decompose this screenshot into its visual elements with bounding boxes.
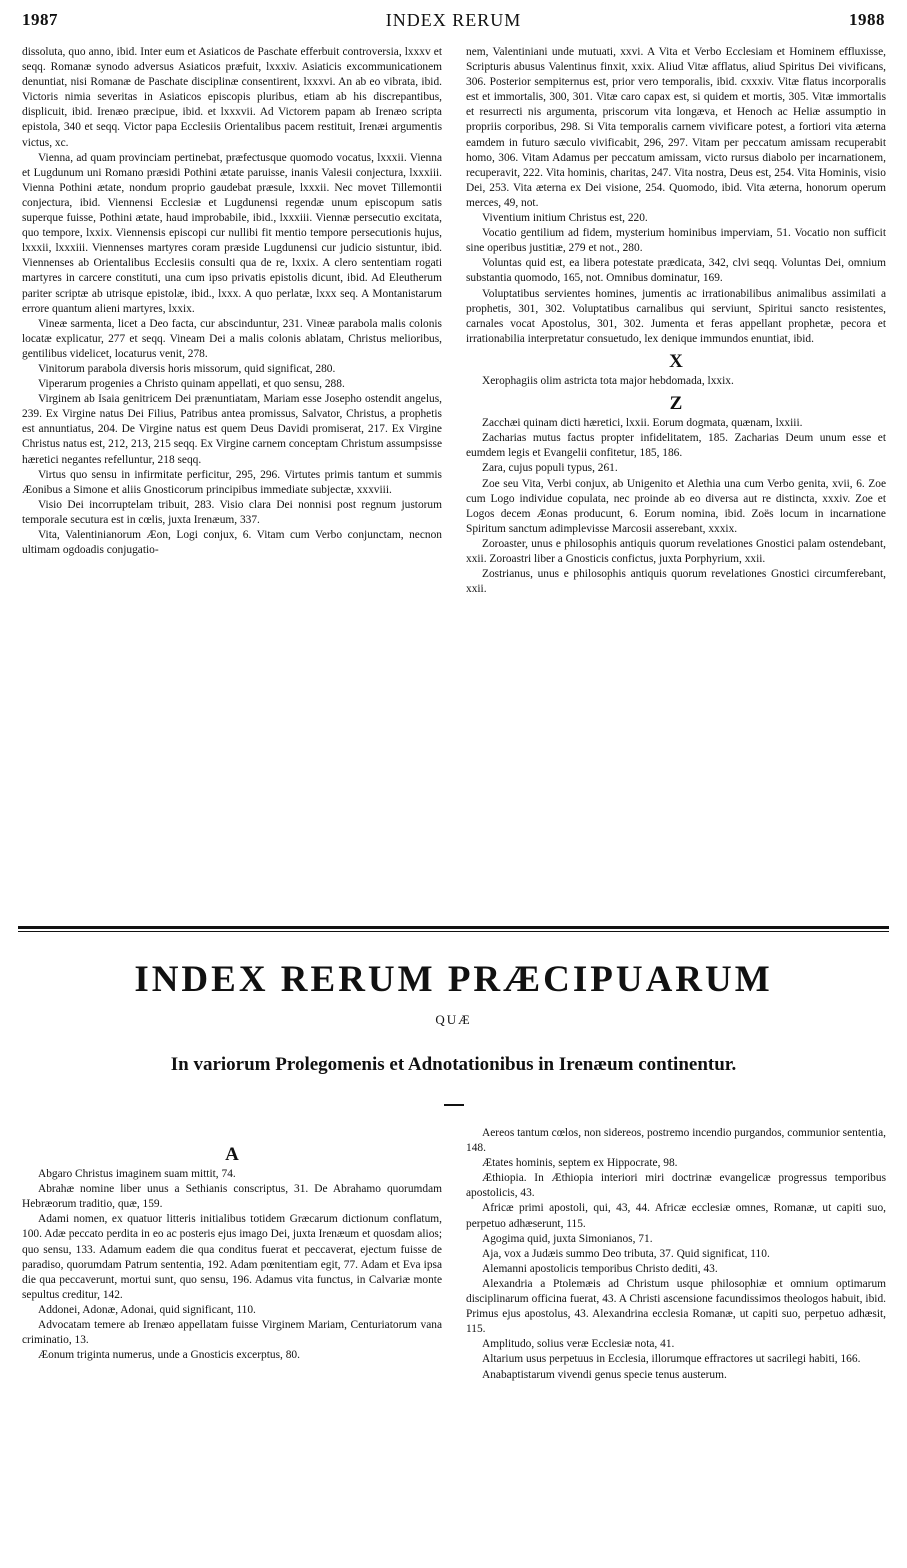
index-entry: Aja, vox a Judæis summo Deo tributa, 37. Quid significat, 110.	[482, 1247, 770, 1260]
index-entry: Abrahæ nomine liber unus a Sethianis conscriptus, 31. De Abrahamo quorumdam Hebræorum traditio, quæ, 159.	[22, 1183, 442, 1211]
ornament-dash	[444, 1104, 464, 1106]
index-entry: Alemanni apostolicis temporibus Christo dediti, 43.	[482, 1262, 718, 1275]
index-entry: dissoluta, quo anno, ibid. Inter eum et Asiaticos de Paschate efferbuit controversia, lxxxv et seqq. Romanæ synodo adversus Asiaticos præfuit, lxxxiv. Asiaticis excommunicationem denuntiat, nisi Romanæ de Paschate disciplinæ consentirent, lxxxvi. An ab eo vibrata, ibid. Victoris nimia severitas in Asiaticos episcopis pluribus, etiam ab his discrepantibus, displicuit, ibid. Irenæo præcipue, ibid. et lxxxvii. Ad Victorem papam ab Irenæo scripta epistola, 340 et seqq. Victor papa Ecclesiis Orientalibus pacem restituit, Irenæi argumentis victus, xc.	[22, 46, 442, 149]
index-entry: nem, Valentiniani unde mutuati, xxvi. A Vita et Verbo Ecclesiam et Hominem effluxisse, Scripturis abusus Valentinus finxit, xxix. Aliud Vitæ afflatus, aliud Spiritus Dei vivificans, 306. Posterior sempiternus est, prior vero temporalis, ibid. cxxxiv. Vitæ flatus incorporalis est et immortalis, 300, 301. Vitæ caro capax est, si quidem et mortis, 305. Vitæ immortalis et resurrecti nis argumenta, priscorum vita longæva, et Henoch ac Heliæ assumptio in propriis corporibus, 298. Si Vita temporalis carnem vivificare potest, a fortiori vita æterna eamdem in futuro sæculo vivificabit, 296, 297. Vitam per peccatum amissam recuperabit homo, 306. Vitam Adamus per peccatum amissam, victo rursus diabolo per incarnationem, recuperavit, 222. Vita hominis, charitas, 247. Vita nostra, Deus est, 254. Vita Hominis, visio Dei, 253. Vita æterna ex Dei visione, 254. Quomodo, ibid. Vita æterna, honorum operum merces, 49, not.	[466, 46, 886, 209]
section-letter-x: X	[669, 350, 683, 372]
index-entry: Virginem ab Isaia genitricem Dei prænuntiatam, Mariam esse Josepho ostendit angelus, 239. Ex Virgine natus Dei Filius, Patribus antea promissus, Salvator, Christus, a prophetis est annuntiatus, 204. De Virgine natus est quem Deus Davidi promiserat, 217. Ex Virgine Christus natus est, 212, 213, 215 seqq. Ex Virgine carnem conceptam Christum assumpsisse hæretici negantes refelluntur, 218 seqq.	[22, 393, 442, 466]
index-entry: Zacharias mutus factus propter infidelitatem, 185. Zacharias Deum unum esse et eumdem legis et Evangelii confitetur, 185, 186.	[466, 432, 886, 460]
index-entry: Vita, Valentinianorum Æon, Logi conjux, 6. Vitam cum Verbo conjunctam, necnon ultimam ogdoadis conjugatio-	[22, 529, 442, 557]
index-entry: Viperarum progenies a Christo quinam appellati, et quo sensu, 288.	[38, 378, 345, 391]
index-entry: Zostrianus, unus e philosophis antiquis quorum revelationes Gnostici circumferebant, xxii.	[466, 568, 886, 596]
section-letter-a: A	[225, 1144, 239, 1165]
index-entry: Adami nomen, ex quatuor litteris initialibus totidem Græcarum dictionum conflatum, 100. Adæ peccato perdita in eo ac posteris ejus imago Dei, juxta Irenæum et quosdam alios; quo sensu, 133. Adamum eadem die qua conditus fuerat et peccaverat, ejectum fuisse de paradiso, quorumdam Patrum sententia, 192. Adam pœnitentiam egit, 77. Adam et Eva ipsa die qua peccaverunt, mortui sunt, quo sensu, 196. Adamus vita functus, in Calvariæ monte sepultus creditur, 142.	[22, 1213, 442, 1301]
index-entry: Vineæ sarmenta, licet a Deo facta, cur abscinduntur, 231. Vineæ parabola malis colonis locatæ explicatur, 277 et seqq. Vineam Dei a malis colonis ablatam, Christus melioribus, gentilibus videlicet, locaturus venit, 278.	[22, 317, 442, 360]
index-entry: Viventium initium Christus est, 220.	[482, 212, 648, 225]
top-right-column	[466, 45, 886, 597]
index-entry: Xerophagiis olim astricta tota major hebdomada, lxxix.	[482, 374, 734, 387]
index-entry: Zacchæi quinam dicti hæretici, lxxii. Eorum dogmata, quænam, lxxiii.	[482, 417, 803, 430]
running-title: INDEX RERUM	[385, 10, 522, 30]
index-entry: Æonum triginta numerus, unde a Gnosticis excerptus, 80.	[38, 1349, 300, 1362]
index-entry: Amplitudo, solius veræ Ecclesiæ nota, 41.	[482, 1338, 675, 1351]
index-entry: Ætates hominis, septem ex Hippocrate, 98.	[482, 1157, 678, 1170]
index-entry: Zoe seu Vita, Verbi conjux, ab Unigenito et Alethia una cum Verbo genita, xvii, 6. Zoe cum Logo individue copulata, nec proinde ab eo diversa aut re distincta, xxxiv. Zoe et Logos decem Æonas producunt, 6. Eorum nomina, ibid. Zoës locum in incarnatione Spiritum sanctum adimplevisse Marcosii asserebant, xxxix.	[466, 477, 886, 535]
index-entry: Visio Dei incorruptelam tribuit, 283. Visio clara Dei nonnisi post regnum justorum temporale secutura est in cœlis, juxta Irenæum, 337.	[22, 498, 442, 526]
index-entry: Vienna, ad quam provinciam pertinebat, præfectusque quomodo vocatus, lxxxii. Vienna et Lugdunum uni Romano præsidi Pothini ætate paruisse, inanis Valesii conjectura, lxxxiii. Vienna Pothini ætate, nondum proprio gaudebat præsule, lxxxii. Nec movet Tillemontii conjectura, ibid. Viennensi Ecclesiæ et Lugdunensi regendæ unum episcopum satis superque fuisse, Pothini ætate, haud improbabile, ibid., lxxxiii. Viennæ persecutio excitata, quo tempore, lxxix. Viennensis episcopi cur nullibi fit mentio tempore persecutionis hujus, lxxxii, lxxxiii. Viennenses martyres coram præside Lugdunensi cur judicio sistuntur, ibid. Viennenses ab Orientalibus Ecclesiis consulti qua de re, lxxix. A clero sententiam rogati martyres in carcere constituti, una cum ipso privatis epistolis dicunt, ibid. Ad Eleutherum pariter scriptæ ab utrisque epistolæ, ibid., lxxx. A quo perlatæ, lxxx seq. A Montanistarum errore quantum alieni martyres, lxxix.	[22, 151, 442, 315]
section-que: QUÆ	[435, 1012, 472, 1027]
index-entry: Advocatam temere ab Irenæo appellatam fuisse Virginem Mariam, Centuriatorum vana criminatio, 13.	[22, 1319, 442, 1347]
section-letter-z: Z	[669, 393, 683, 415]
bottom-right-column	[466, 1126, 886, 1383]
index-entry: Abgarο Christus imaginem suam mittit, 74.	[38, 1168, 236, 1181]
divider-thin	[18, 931, 889, 932]
index-entry: Addonei, Adonæ, Adonai, quid significant, 110.	[38, 1303, 256, 1316]
index-entry: Æthiopia. In Æthiopia interiori miri doctrinæ evangelicæ progressus temporibus apostolicis, 43.	[466, 1172, 886, 1200]
index-entry: Virtus quo sensu in infirmitate perficitur, 295, 296. Virtutes primis tantum et summis Æonibus a Simone et aliis Gnosticorum principibus immediate subjectæ, xxxviii.	[22, 468, 442, 496]
index-entry: Voluptatibus servientes homines, jumentis ac irrationabilibus animalibus assimilati a prophetis, 301, 302. Voluptatibus carnalibus qui serviunt, Spiritui sancto resistentes, carnales vocat Apostolus, 301, 302. Jumenta et feras appellant prophetæ, pecora et irrationabilia interpretatur consuetudo, lex denique immundos enuntiat, ibid.	[466, 287, 886, 345]
bottom-left-column	[22, 1140, 442, 1363]
index-entry: Zara, cujus populi typus, 261.	[482, 462, 618, 475]
index-entry: Zoroaster, unus e philosophis antiquis quorum revelationes Gnostici palam ostendebant, xxii. Zoroastri liber a Gnosticis confictus, juxta Porphyrium, xxii.	[466, 537, 886, 565]
right-page-number: 1988	[849, 10, 885, 29]
index-entry: Anabaptistarum vivendi genus specie tenus austerum.	[482, 1368, 727, 1381]
index-entry: Agogima quid, juxta Simonianos, 71.	[482, 1232, 653, 1245]
index-entry: Aereos tantum cœlos, non sidereos, postremo incendio purgandos, communior sententia, 148.	[466, 1127, 886, 1155]
divider-thick	[18, 926, 889, 929]
left-page-number: 1987	[22, 10, 58, 29]
top-left-column	[22, 45, 442, 558]
index-entry: Africæ primi apostoli, qui, 43, 44. Africæ ecclesiæ omnes, Romanæ, ut capiti suo, perpetuo adhæserunt, 115.	[466, 1202, 886, 1230]
index-entry: Vocatio gentilium ad fidem, mysterium hominibus imperviam, 51. Vocatio non sufficit sine operibus justitiæ, 279 et not., 280.	[466, 227, 886, 255]
index-entry: Voluntas quid est, ea libera potestate prædicata, 342, clvi seqq. Voluntas Dei, omnium substantia quomodo, 165, not. Omnibus dominatur, 169.	[466, 257, 886, 285]
section-subtitle: In variorum Prolegomenis et Adnotationibus in Irenæum continentur.	[170, 1054, 737, 1075]
running-header	[22, 10, 885, 36]
index-entry: Vinitorum parabola diversis horis missorum, quid significat, 280.	[38, 362, 336, 375]
index-entry: Alexandria a Ptolemæis ad Christum usque philosophiæ et omnium optimarum disciplinarum officina fuerat, 43. A Christi ascensione facundissimos theologos habuit, ibid. Primus ejus apostolus, 43. Alexandrina ecclesia Romanæ, ut capiti suo, perpetuo adhæsit, 115.	[466, 1277, 886, 1336]
index-entry: Altarium usus perpetuus in Ecclesia, illorumque effractores ut sacrilegi habiti, 166.	[482, 1353, 861, 1366]
section-title: INDEX RERUM PRÆCIPUARUM	[134, 959, 773, 1000]
